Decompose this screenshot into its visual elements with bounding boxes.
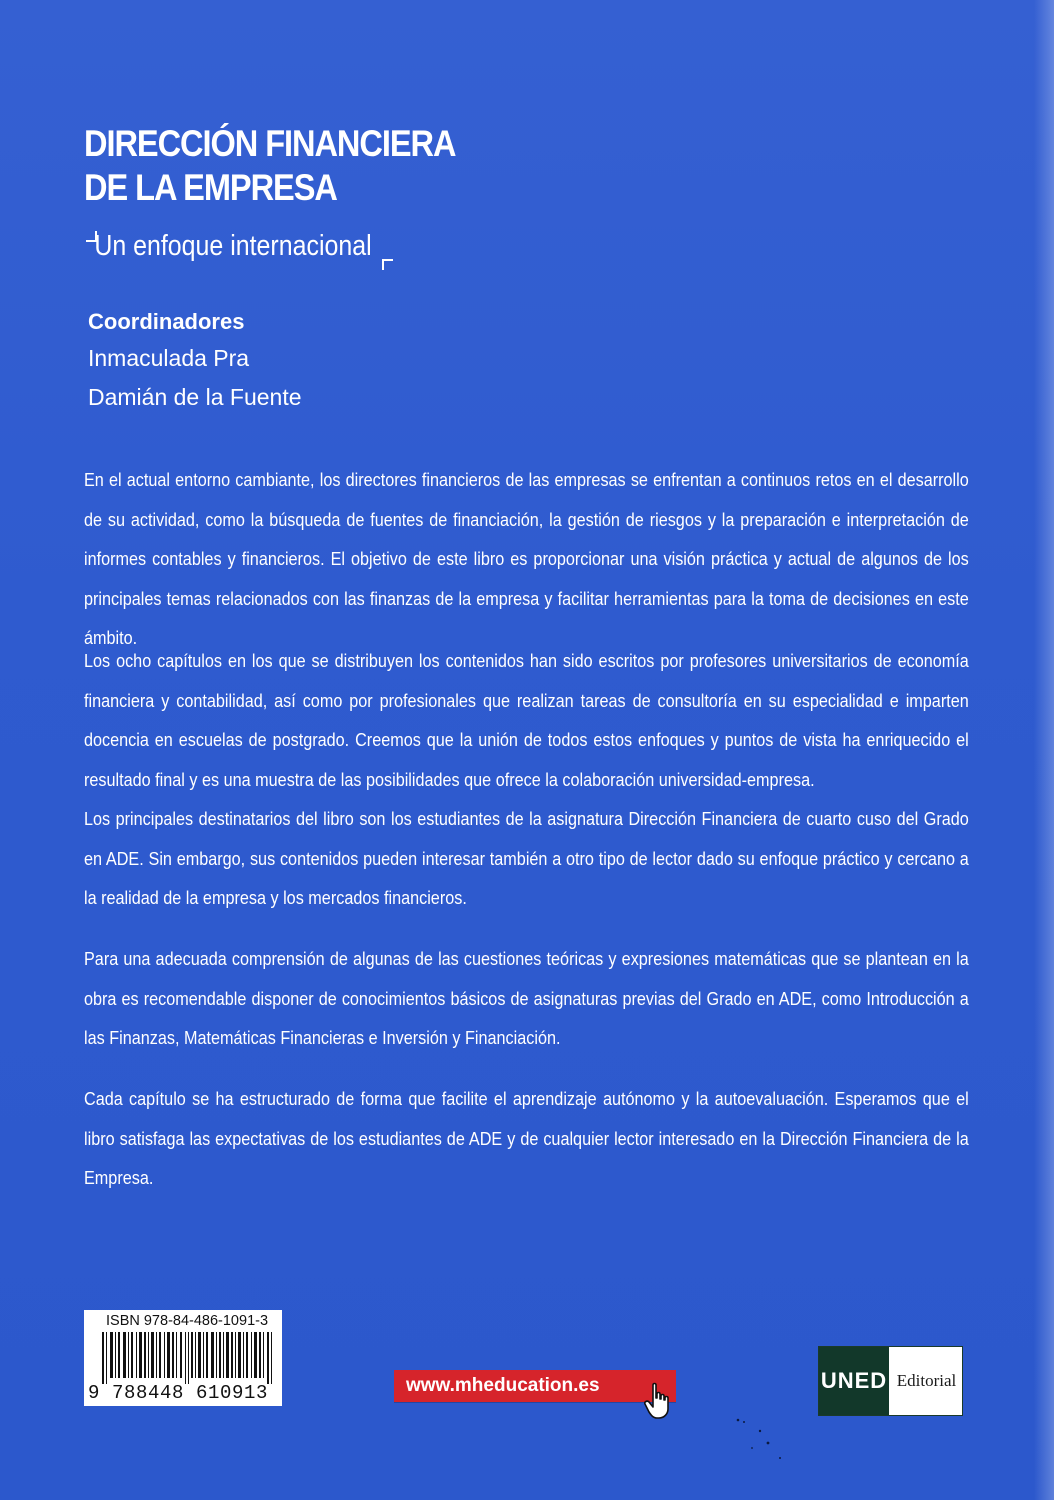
barcode-digits: 9 788448 610913 xyxy=(88,1382,269,1404)
book-title xyxy=(84,122,455,210)
title-line-1: DIRECCIÓN FINANCIERA xyxy=(84,123,456,164)
blurb-paragraph xyxy=(84,641,969,799)
pointer-hand-icon xyxy=(644,1382,674,1420)
coordinator-name: Inmaculada Pra xyxy=(88,345,250,371)
blurb-paragraph xyxy=(84,1079,969,1198)
page-edge xyxy=(1034,0,1054,1500)
isbn-label: ISBN 978-84-486-1091-3 xyxy=(106,1313,269,1329)
blurb-text: Cada capítulo se ha estructurado de forma que facilite el aprendizaje autónomo y la autoevaluación. Esperamos que el libro satisfaga las expectativas de los estudiantes de ADE y de cualquier lector interesado en la Dirección Financiera de la Empresa. xyxy=(84,1088,969,1188)
blurb-paragraph xyxy=(84,799,969,918)
blurb-text: Para una adecuada comprensión de algunas de las cuestiones teóricas y expresiones matemáticas que se plantean en la obra es recomendable disponer de conocimientos básicos de asignaturas previas del Grado en ADE, como Introducción a las Finanzas, Matemáticas Financieras e Inversión y Financiación. xyxy=(84,948,969,1048)
isbn-barcode-box xyxy=(84,1310,282,1406)
uned-logo-text: UNED xyxy=(819,1347,889,1415)
coordinators-label: Coordinadores xyxy=(88,309,245,334)
website-link[interactable]: www.mheducation.es xyxy=(394,1370,676,1402)
blurb-paragraph xyxy=(84,939,969,1058)
barcode-icon xyxy=(102,1332,274,1384)
publisher-logo xyxy=(818,1346,963,1416)
blurb-text: En el actual entorno cambiante, los directores financieros de las empresas se enfrentan a continuos retos en el desarrollo de su actividad, como la búsqueda de fuentes de financiación, la gestión de riesgos y la preparación e interpretación de informes contables y financieros. El objetivo de este libro es proporcionar una visión práctica y actual de algunos de los principales temas relacionados con las finanzas de la empresa y facilitar herramientas para la toma de decisiones en este ámbito. xyxy=(84,469,969,648)
title-line-2: DE LA EMPRESA xyxy=(84,167,337,208)
editorial-logo-text: Editorial xyxy=(896,1371,957,1390)
blurb-text: Los ocho capítulos en los que se distribuyen los contenidos han sido escritos por profesores universitarios de economía financiera y contabilidad, así como por profesionales que realizan tareas de consultoría en su especialidad e imparten docencia en escuelas de postgrado. Creemos que la unión de todos estos enfoques y puntos de vista ha enriquecido el resultado final y es una muestra de las posibilidades que ofrece la colaboración universidad-empresa. xyxy=(84,650,969,790)
coordinator-name: Damián de la Fuente xyxy=(88,384,302,410)
dust-specks xyxy=(720,1410,820,1470)
blurb-text: Los principales destinatarios del libro son los estudiantes de la asignatura Dirección Financiera de cuarto cuso del Grado en ADE. Sin embargo, sus contenidos pueden interesar también a otro tipo de lector dado su enfoque práctico y cercano a la realidad de la empresa y los mercados financieros. xyxy=(84,808,969,908)
bracket-bottom-right-icon xyxy=(382,259,393,270)
book-subtitle xyxy=(84,228,372,264)
blurb-paragraph xyxy=(84,460,969,658)
subtitle-text: Un enfoque internacional xyxy=(94,230,372,262)
